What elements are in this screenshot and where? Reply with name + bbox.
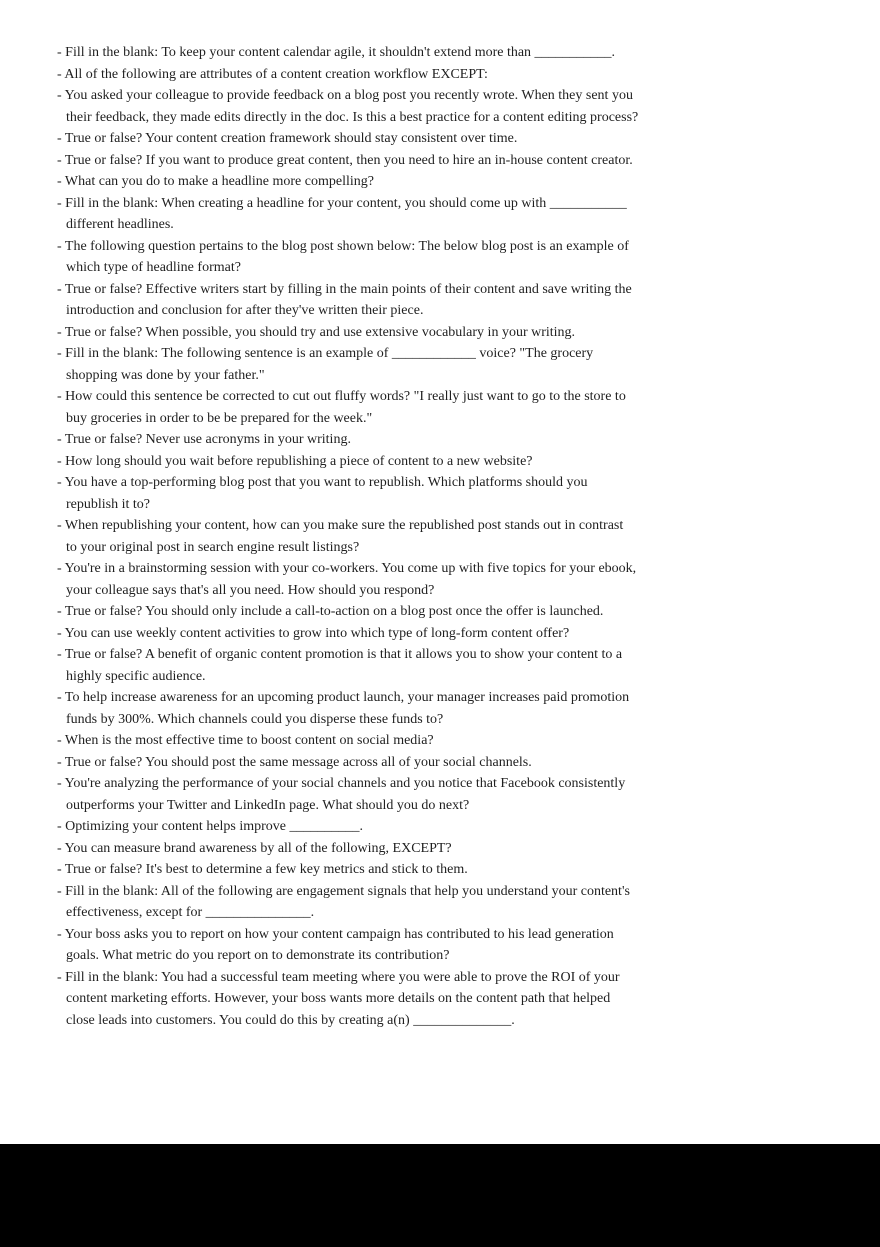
question-first-line: - All of the following are attributes of a content creation workflow EXCEPT: [57,66,488,82]
question-item [57,838,697,860]
bullet-dash: - [57,152,62,168]
question-item [57,730,697,752]
question-wrap-line: your colleague says that's all you need. How should you respond? [66,582,435,598]
bullet-dash: - [57,195,62,211]
question-item [57,236,697,279]
question-item [57,128,697,150]
bullet-dash: - [57,88,62,103]
question-first-line: - True or false? A benefit of organic content promotion is that it allows you to show your content to a [57,647,623,662]
question-first-line: - You're in a brainstorming session with your co-workers. You come up with five topics for your ebook, [57,561,637,576]
question-first-line: - Fill in the blank: When creating a headline for your content, you should come up with ___________ [57,195,627,211]
question-item [57,279,697,322]
question-item [57,773,697,816]
question-item [57,687,697,730]
question-first-line: - You're analyzing the performance of your social channels and you notice that Facebook consistently [57,776,626,791]
bullet-dash: - [57,432,62,447]
question-wrap-line: republish it to? [66,496,150,512]
bullet-dash: - [57,840,62,856]
question-item [57,150,697,172]
question-item [57,42,697,64]
question-item [57,859,697,881]
question-wrap-line: different headlines. [66,217,174,232]
bullet-dash: - [57,969,62,985]
question-first-line: - What can you do to make a headline more compelling? [57,174,374,189]
question-item [57,322,697,344]
question-first-line: - You asked your colleague to provide feedback on a blog post you recently wrote. When they sent you [57,88,633,103]
question-first-line: - Optimizing your content helps improve __________. [57,819,364,834]
question-first-line: - Fill in the blank: The following sentence is an example of ____________ voice? "The grocery [57,346,594,361]
question-wrap-line: highly specific audience. [66,668,206,684]
bullet-dash: - [57,754,62,770]
question-first-line: - The following question pertains to the blog post shown below: The below blog post is an example of [57,238,629,254]
question-first-line: - Your boss asks you to report on how your content campaign has contributed to his lead generation [57,926,614,942]
question-first-line: - You can use weekly content activities to grow into which type of long-form content offer? [57,625,570,641]
question-item [57,64,697,86]
question-first-line: - When republishing your content, how can you make sure the republished post stands out in contrast [57,518,624,533]
bullet-dash: - [57,776,62,791]
question-first-line: - True or false? If you want to produce great content, then you need to hire an in-house content creator. [57,152,633,168]
bullet-dash: - [57,131,62,146]
bullet-dash: - [57,453,62,469]
question-first-line: - True or false? Never use acronyms in your writing. [57,432,351,447]
question-first-line: - Fill in the blank: You had a successful team meeting where you were able to prove the ROI of your [57,969,620,985]
bullet-dash: - [57,66,62,82]
question-first-line: - True or false? Your content creation framework should stay consistent over time. [57,131,518,146]
bullet-dash: - [57,346,62,361]
question-first-line: - True or false? It's best to determine a few key metrics and stick to them. [57,862,468,877]
question-first-line: - When is the most effective time to boost content on social media? [57,733,434,748]
question-first-line: - Fill in the blank: All of the following are engagement signals that help you understand your content's [57,883,630,899]
question-item [57,472,697,515]
question-first-line: - True or false? Effective writers start by filling in the main points of their content and save writing the [57,281,632,297]
question-first-line: - To help increase awareness for an upcoming product launch, your manager increases paid promotion [57,690,630,705]
question-wrap-line: content marketing efforts. However, your boss wants more details on the content path that helped [66,991,611,1006]
question-item [57,85,697,128]
bullet-dash: - [57,475,62,490]
question-item [57,752,697,774]
question-wrap-line: effectiveness, except for _______________. [66,905,315,920]
question-item [57,386,697,429]
question-list [57,42,697,1031]
bullet-dash: - [57,883,62,899]
bullet-dash: - [57,518,62,533]
question-item [57,343,697,386]
question-item [57,881,697,924]
bullet-dash: - [57,690,62,705]
question-item [57,193,697,236]
question-item [57,644,697,687]
question-item [57,601,697,623]
bullet-dash: - [57,324,62,340]
bullet-dash: - [57,604,62,619]
question-item [57,967,697,1032]
bullet-dash: - [57,862,62,877]
bullet-dash: - [57,733,62,748]
question-item [57,171,697,193]
question-wrap-line: which type of headline format? [66,260,241,275]
bottom-black-bar [0,1144,880,1247]
bullet-dash: - [57,819,62,834]
bullet-dash: - [57,238,62,254]
question-first-line: - True or false? You should only include a call-to-action on a blog post once the offer is launched. [57,604,604,619]
question-first-line: - How long should you wait before republishing a piece of content to a new website? [57,453,533,469]
question-first-line: - You can measure brand awareness by all of the following, EXCEPT? [57,840,452,856]
question-first-line: - True or false? You should post the same message across all of your social channels. [57,754,532,770]
question-item [57,429,697,451]
question-wrap-line: outperforms your Twitter and LinkedIn page. What should you do next? [66,797,470,813]
question-wrap-line: buy groceries in order to be be prepared for the week." [66,410,373,426]
question-item [57,558,697,601]
question-wrap-line: to your original post in search engine result listings? [66,539,360,555]
question-wrap-line: their feedback, they made edits directly in the doc. Is this a best practice for a content editing process? [66,109,639,125]
bullet-dash: - [57,45,62,60]
question-first-line: - Fill in the blank: To keep your content calendar agile, it shouldn't extend more than ___________. [57,45,616,60]
question-first-line: - You have a top-performing blog post that you want to republish. Which platforms should you [57,475,588,490]
question-item [57,515,697,558]
question-wrap-line: shopping was done by your father." [66,367,265,383]
question-first-line: - True or false? When possible, you should try and use extensive vocabulary in your writing. [57,324,576,340]
question-wrap-line: funds by 300%. Which channels could you disperse these funds to? [66,711,444,727]
bullet-dash: - [57,281,62,297]
bullet-dash: - [57,926,62,942]
question-item [57,816,697,838]
question-wrap-line: close leads into customers. You could do this by creating a(n) ______________. [66,1012,515,1028]
question-item [57,451,697,473]
bullet-dash: - [57,389,62,404]
question-first-line: - How could this sentence be corrected to cut out fluffy words? "I really just want to go to the store to [57,389,626,404]
question-item [57,623,697,645]
question-wrap-line: goals. What metric do you report on to demonstrate its contribution? [66,948,450,963]
question-item [57,924,697,967]
bullet-dash: - [57,625,62,641]
bullet-dash: - [57,647,62,662]
question-wrap-line: introduction and conclusion for after they've written their piece. [66,303,424,318]
bullet-dash: - [57,561,62,576]
bullet-dash: - [57,174,62,189]
